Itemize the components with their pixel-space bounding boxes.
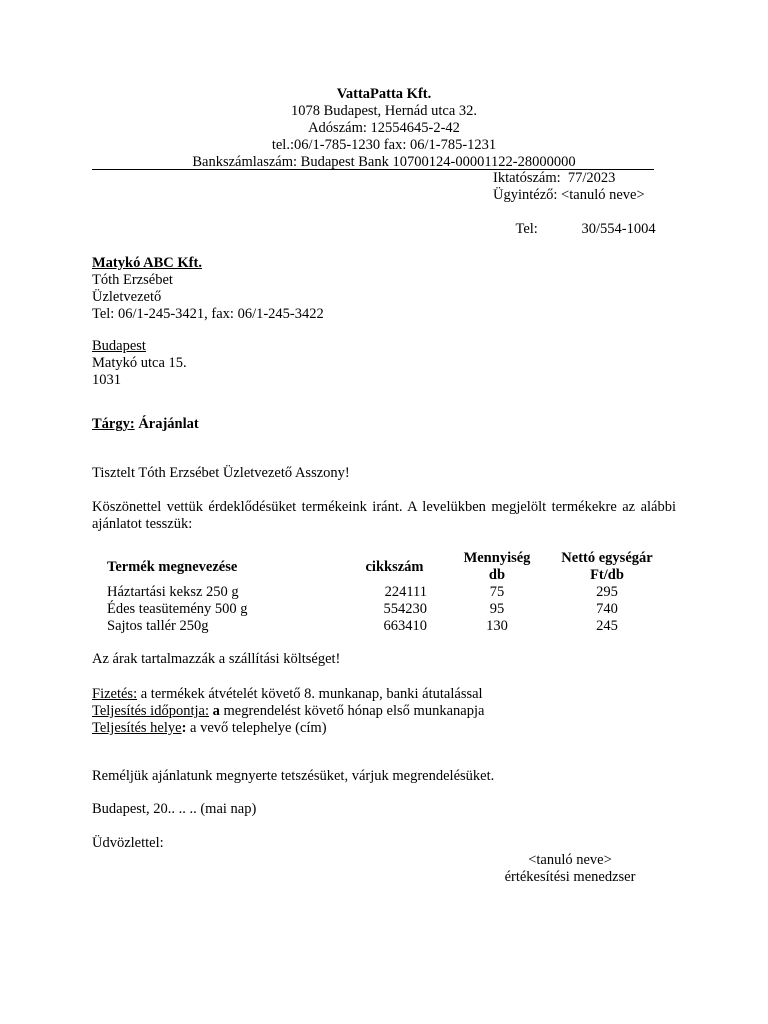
handler-tel	[493, 204, 656, 237]
address-zip: 1031	[92, 372, 121, 388]
row-2-code: 554230	[383, 601, 427, 617]
row-2-qty: 95	[489, 601, 505, 617]
signature-role: értékesítési menedzser	[504, 869, 636, 885]
recipient-block	[92, 255, 324, 323]
sender-tax-id: Adószám: 12554645-2-42	[308, 120, 460, 136]
row-3-price: 245	[596, 618, 618, 634]
date-line: Budapest, 20.. .. .. (mai nap)	[92, 801, 257, 817]
file-number: Iktatószám: 77/2023	[493, 170, 616, 186]
sender-bank: Bankszámlaszám: Budapest Bank 10700124-00001122-28000000	[192, 154, 576, 170]
header-product: Termék megnevezése	[107, 559, 238, 575]
row-3-qty: 130	[486, 618, 508, 634]
address-block	[92, 338, 187, 389]
terms-block	[92, 686, 484, 737]
payment-term: Fizetés: a termékek átvételét követő 8. munkanap, banki átutalással	[92, 686, 483, 702]
recipient-company: Matykó ABC Kft.	[92, 255, 202, 271]
row-1-price: 295	[596, 584, 618, 600]
sender-phone-fax: tel.:06/1-785-1230 fax: 06/1-785-1231	[271, 137, 497, 153]
row-3-code: 663410	[383, 618, 427, 634]
row-1-code: 224111	[384, 584, 427, 600]
row-2-product: Édes teasütemény 500 g	[107, 601, 248, 617]
address-city: Budapest	[92, 338, 146, 354]
sender-name: VattaPatta Kft.	[336, 86, 432, 102]
tel-value: 30/554-1004	[581, 221, 656, 237]
tel-label: Tel:	[515, 221, 538, 237]
subject-text: Árajánlat	[134, 416, 199, 432]
reference-block	[493, 170, 656, 237]
subject-label: Tárgy:	[92, 416, 135, 432]
row-1-product: Háztartási keksz 250 g	[107, 584, 239, 600]
salutation: Tisztelt Tóth Erzsébet Üzletvezető Asszony!	[92, 465, 350, 481]
header-qty: Mennyiség db	[463, 550, 531, 583]
closing-paragraph: Reméljük ajánlatunk megnyerte tetszésüket, várjuk megrendelésüket.	[92, 768, 495, 784]
handler: Ügyintéző: <tanuló neve>	[493, 187, 645, 203]
header-code: cikkszám	[365, 559, 424, 575]
row-3-product: Sajtos tallér 250g	[107, 618, 209, 634]
recipient-title: Üzletvezető	[92, 289, 162, 305]
price-note: Az árak tartalmazzák a szállítási költséget!	[92, 651, 341, 667]
header-price: Nettó egységár Ft/db	[561, 550, 653, 583]
signature-block	[470, 852, 670, 886]
subject-line	[92, 416, 199, 433]
intro-paragraph: Köszönettel vettük érdeklődésüket termékeink iránt. A levelükben megjelölt termékekre az alábbi ajánlatot tesszük:	[92, 499, 676, 532]
recipient-person: Tóth Erzsébet	[92, 272, 173, 288]
delivery-place-term: Teljesítés helye: a vevő telephelye (cím)	[92, 720, 327, 736]
greeting: Üdvözlettel:	[92, 835, 164, 851]
sender-address: 1078 Budapest, Hernád utca 32.	[290, 103, 478, 119]
address-street: Matykó utca 15.	[92, 355, 187, 371]
signature-name: <tanuló neve>	[528, 852, 612, 868]
row-1-qty: 75	[489, 584, 505, 600]
letterhead	[92, 86, 676, 171]
delivery-time-term: Teljesítés időpontja: a megrendelést követő hónap első munkanapja	[92, 703, 485, 719]
row-2-price: 740	[596, 601, 618, 617]
recipient-contact: Tel: 06/1-245-3421, fax: 06/1-245-3422	[92, 306, 324, 322]
